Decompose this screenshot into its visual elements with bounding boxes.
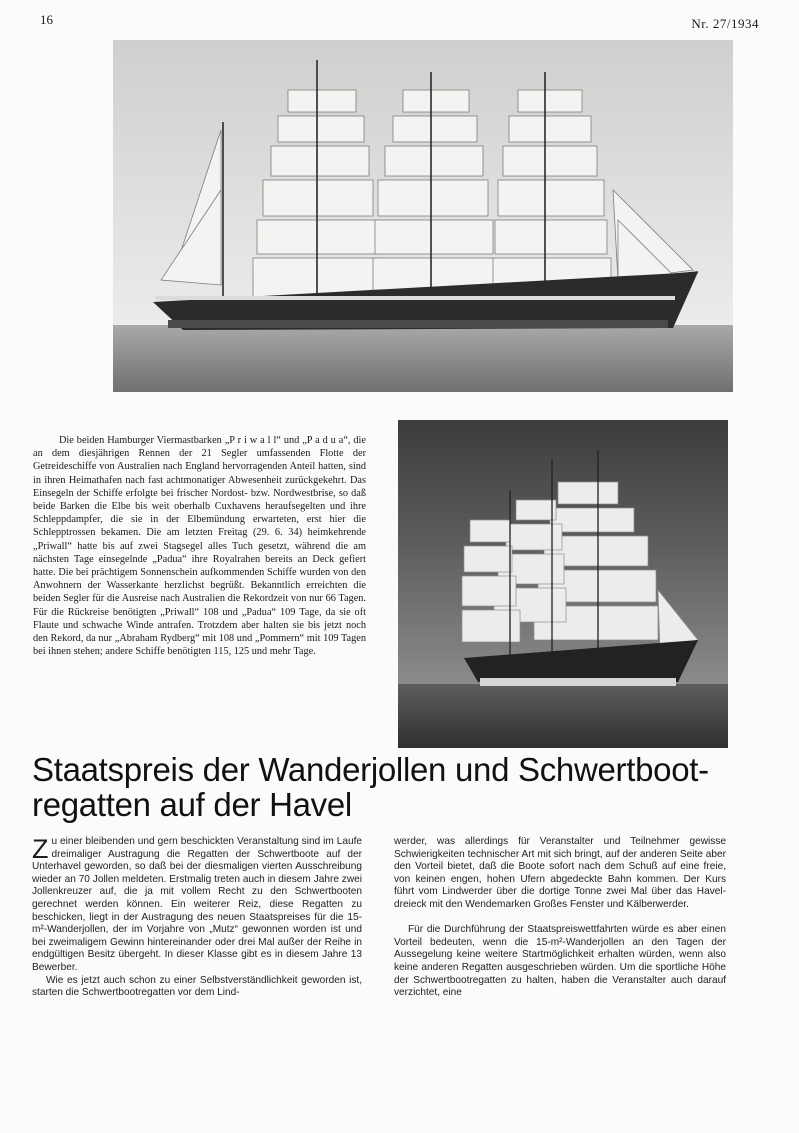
- photo-caption: [33, 434, 366, 658]
- drop-cap: Z: [32, 834, 49, 864]
- article-paragraph: werder, was allerdings für Veranstalter und Teilnehmer gewisse Schwierigkeiten technischer Art mit sich bringt, auf der anderen Seite aber den Vorteil bietet, daß die Boote sofort nach dem Schuß auf eine freie, von keinen engen, hohen Ufern abgedeckte Bahn kommen. Der Kurs führt vom Lindwerder über die dortige Tonne zwei Mal über das Haveldreieck mit den Wendemarken Großes Fenster und Kälberwerder.: [394, 836, 726, 910]
- article-headline: Staatspreis der Wanderjollen und Schwertboot-regatten auf der Havel: [32, 751, 709, 823]
- caption-text: Die beiden Hamburger Viermastbarken „P r i w a l l“ und „P a d u a“, die an dem diesjährigen Rennen der 21 Segler umfassenden Flotte der Getreideschiffe von Australien nach England hervorragenden Anteil hatten, sind in ihren Heimathafen nach fast achtmonatiger Abwesenheit zurückgekehrt. Das Einsegeln der Schiffe erfolgte bei frischer Nordost- bzw. Nordwestbrise, so daß beide Barken die Elbe bis weit oberhalb Cuxhavens heraufsegelten und ihre Schleppdampfer, die sie in der Elbemündung erwarteten, erst hier die Schlepptrossen bekamen. Die am letzten Freitag (29. 6. 34) heimkehrende „Priwall“ hatte bis auf zwei Stagsegel alles Tuch gesetzt, während die am nächsten Tage einsegelnde „Padua“ ihre Royalrahen bereits an Deck gefiert hatte. Die bei prächtigem Sonnenschein aufkommenden Schiffe wurden von den Anwohnern der Wasserkante herzlichst begrüßt. Bekanntlich erreichten die beiden Segler für die Ausreise nach Australien die Rekordzeit von nur 66 Tagen. Für die Rückreise benötigten „Priwall“ 108 und „Padua“ 109 Tage, da sie oft Flaute und schwache Winde antrafen. Trotzdem aber halten sie bis jetzt noch den Rekord, da nur „Abraham Rydberg“ mit 108 und „Pommern“ mit 109 Tagen bei ihnen stehen; andere Schiffe benötigten 115, 125 und mehr Tage.: [33, 435, 366, 658]
- article-paragraph: Wie es jetzt auch schon zu einer Selbstverständlichkeit geworden ist, starten die Schwertbootregatten vor dem Lind-: [32, 974, 362, 999]
- article-paragraph: [32, 836, 362, 975]
- article-paragraph: Für die Durchführung der Staatspreiswettfahrten würde es aber einen Vorteil bedeuten, wenn die 15-m²-Wanderjollen an den Tagen der Aussegelung keine weitere Startmöglichkeit erhalten würden, wenn also keine anderen Regatten ausgeschrieben würden. Um die sportliche Höhe der Schwertbootregatten zu halten, haben die Veranstalter auch darauf verzichtet, eine: [394, 924, 726, 999]
- article-text: u einer bleibenden und gern beschickten Veranstaltung sind im Laufe dreimaliger Austragung die Regatten der Schwertboote auf der Unterhavel geworden, so daß bei der diesmaligen vierten Ausschreibung wieder an 70 Jollen meldeten. Erstmalig treten auch in diesem Jahre zwei Jollenkreuzer auf, die ja mit vollem Recht zu den Schwertbooten gerechnet werden können. Ein weiterer Reiz, diese Regatten zu beschicken, liegt in der Austragung des neuen Staatspreises für die 15-m²-Wanderjollen, der im Vorjahre von „Mutz“ gewonnen worden ist und bei zweimaligem Gewinn hintereinander oder drei Mal außer der Reihe in endgültigen Besitz übergeht. In dieser Klasse gibt es in diesem Jahre 13 Bewerber.: [32, 836, 362, 973]
- issue-number: Nr. 27/1934: [691, 16, 759, 31]
- photo-barque-bow-view: [398, 420, 728, 748]
- photo-four-masted-barque: [113, 40, 733, 392]
- article-column-right: [394, 836, 726, 1000]
- article-column-left: [32, 836, 362, 1000]
- page-number: 16: [40, 12, 53, 27]
